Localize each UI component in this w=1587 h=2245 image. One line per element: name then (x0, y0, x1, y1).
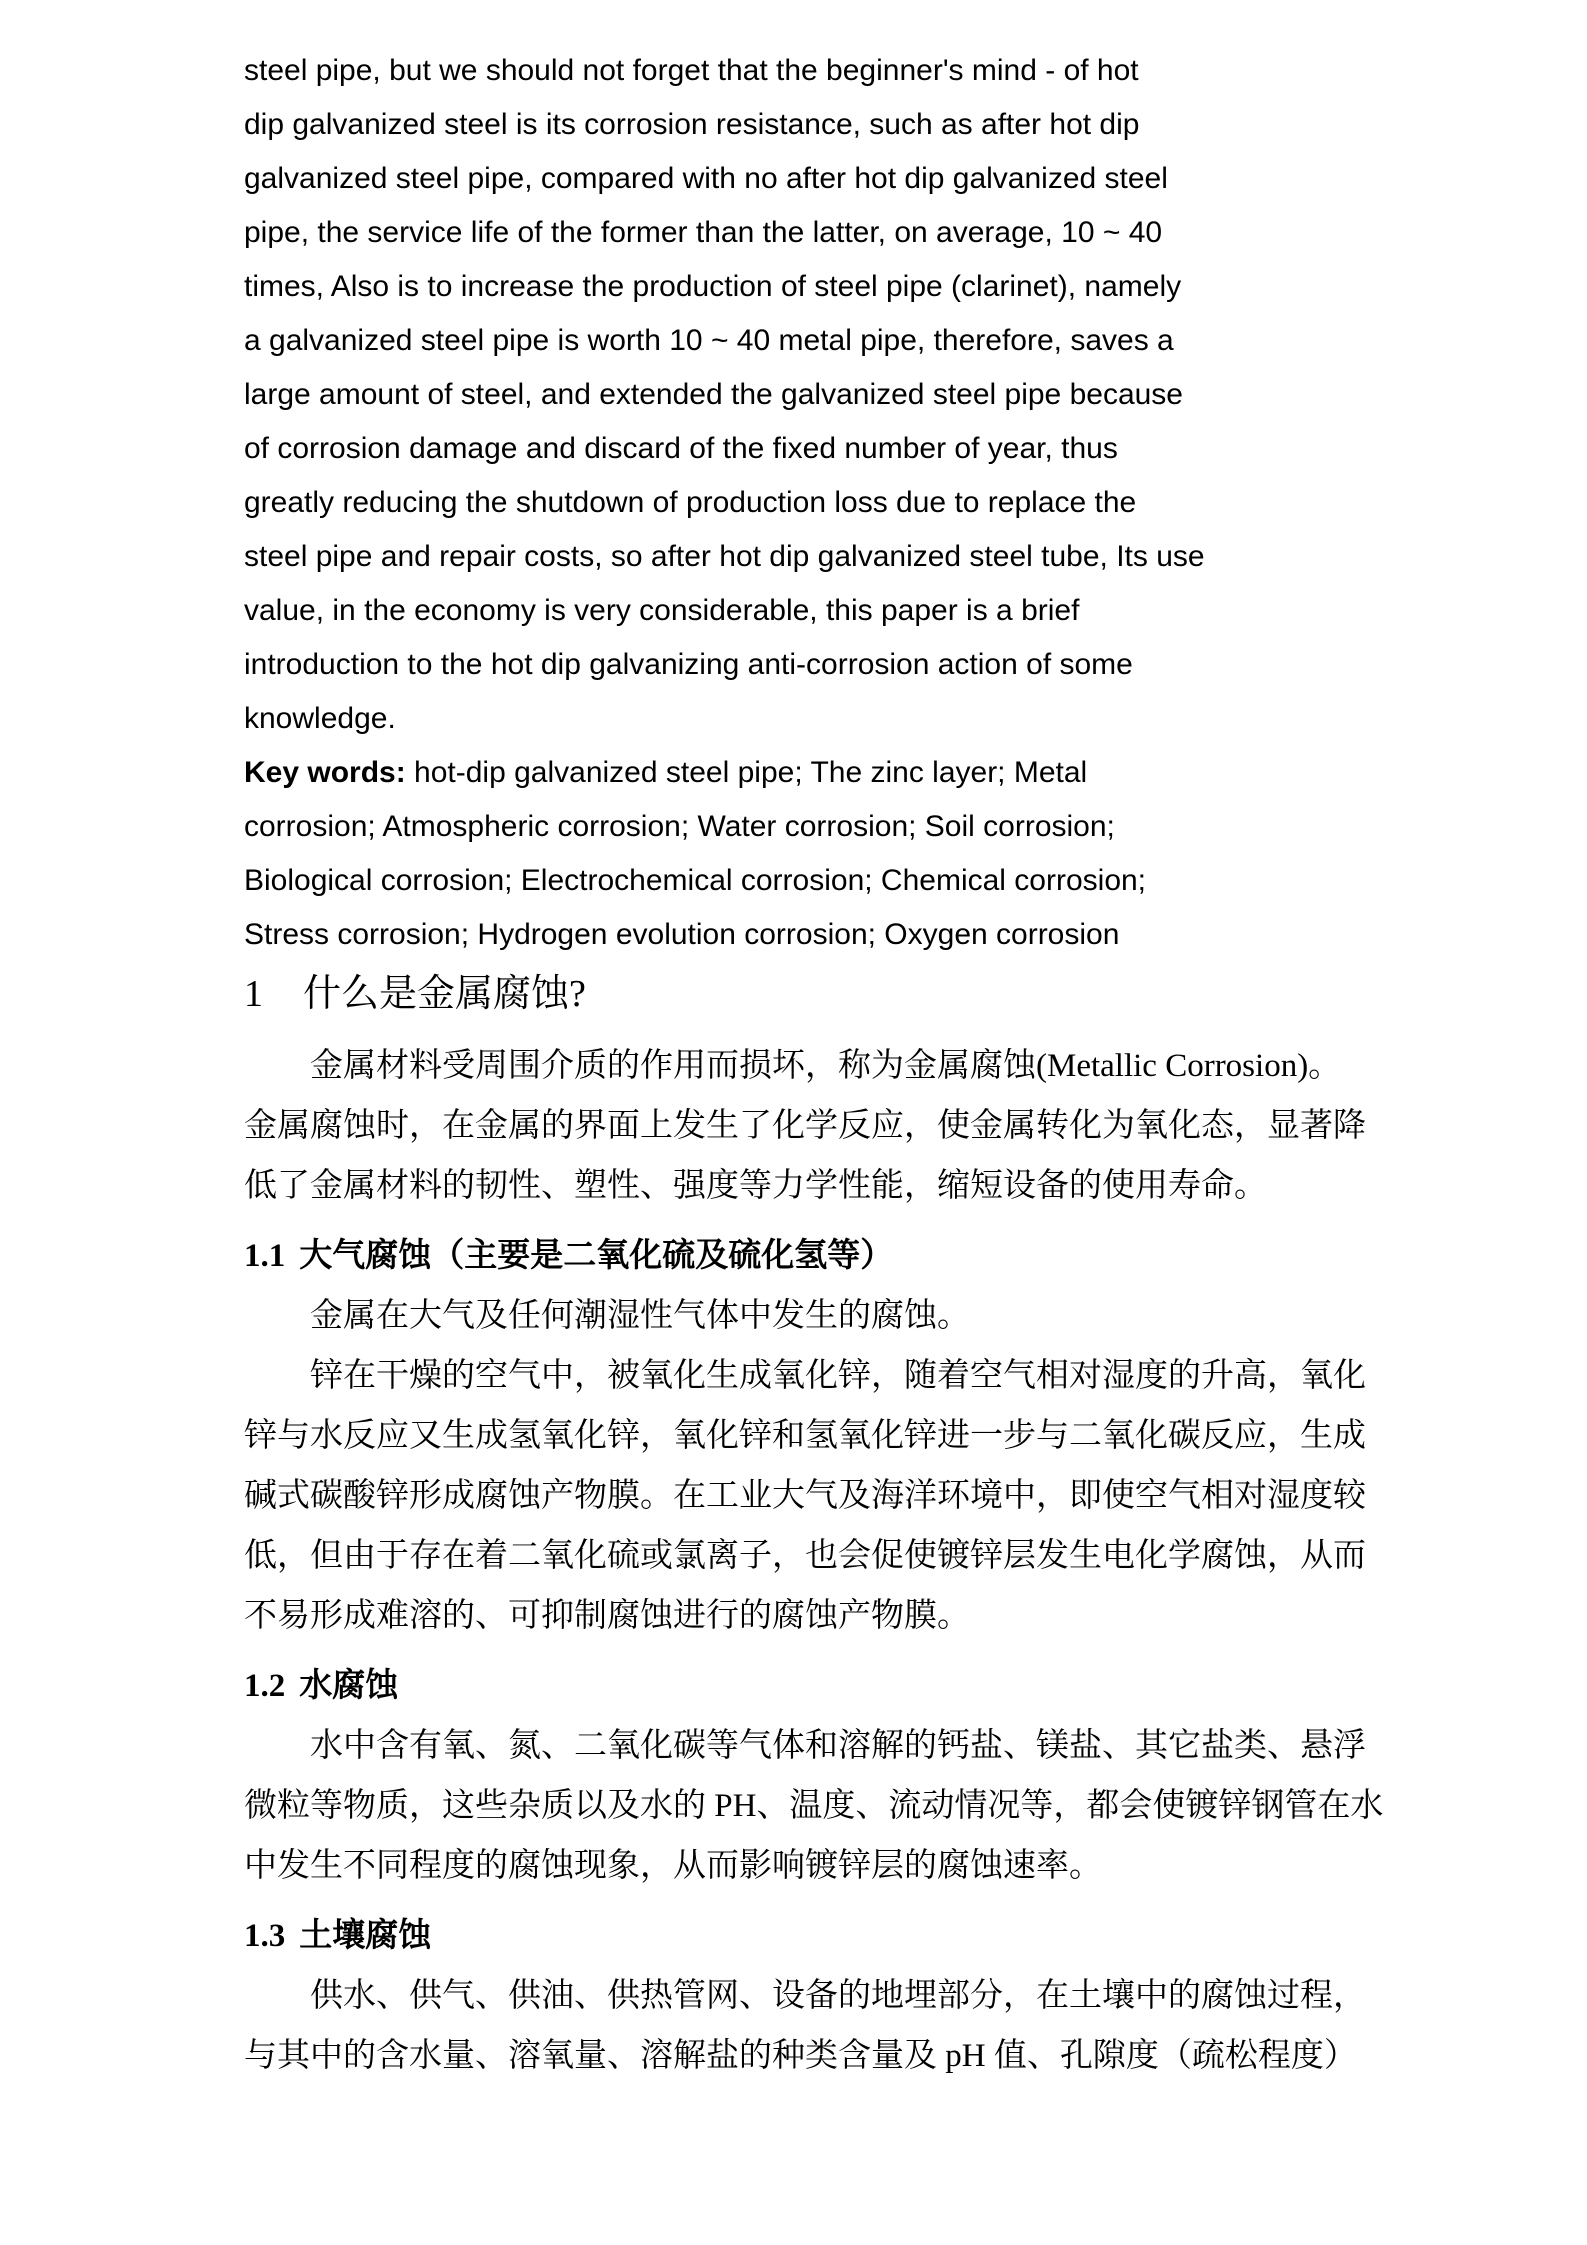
section-heading-1-2 (244, 1656, 1377, 1716)
keywords-first-line (244, 746, 1377, 800)
text-line: large amount of steel, and extended the galvanized steel pipe because (244, 378, 1183, 411)
keywords-rest-lines (244, 800, 1377, 962)
text-line: 中发生不同程度的腐蚀现象，从而影响镀锌层的腐蚀速率。 (244, 1848, 1102, 1884)
section-1-1-number: 1.1 (244, 1238, 286, 1274)
text-line: steel pipe, but we should not forget that the beginner's mind - of hot (244, 54, 1139, 87)
section-1-2-number: 1.2 (244, 1668, 286, 1704)
intro-paragraph (244, 1036, 1377, 1216)
text-line: Biological corrosion; Electrochemical corrosion; Chemical corrosion; (244, 864, 1147, 897)
text-line: 与其中的含水量、溶氧量、溶解盐的种类含量及 pH 值、孔隙度（疏松程度） (244, 2038, 1357, 2074)
text-line: 碱式碳酸锌形成腐蚀产物膜。在工业大气及海洋环境中，即使空气相对湿度较 (244, 1478, 1366, 1514)
text-line: greatly reducing the shutdown of production loss due to replace the (244, 486, 1137, 519)
text-line: 金属腐蚀时，在金属的界面上发生了化学反应，使金属转化为氧化态，显著降 (244, 1108, 1366, 1144)
section-1-3-number: 1.3 (244, 1918, 286, 1954)
text-line: 微粒等物质，这些杂质以及水的 PH、温度、流动情况等，都会使镀锌钢管在水 (244, 1788, 1384, 1824)
section-1-title: 什么是金属腐蚀? (303, 973, 586, 1015)
section-1-number: 1 (244, 973, 263, 1015)
text-line: 金属材料受周围介质的作用而损坏，称为金属腐蚀(Metallic Corrosion)。 (310, 1048, 1342, 1084)
section-heading-1-1 (244, 1226, 1377, 1286)
section-1-2-title: 水腐蚀 (299, 1668, 399, 1704)
text-line: value, in the economy is very considerable, this paper is a brief (244, 594, 1080, 627)
text-line: 锌在干燥的空气中，被氧化生成氧化锌，随着空气相对湿度的升高，氧化 (310, 1358, 1366, 1394)
text-line: galvanized steel pipe, compared with no after hot dip galvanized steel (244, 162, 1168, 195)
text-line: 不易形成难溶的、可抑制腐蚀进行的腐蚀产物膜。 (244, 1598, 970, 1634)
text-line: times, Also is to increase the production of steel pipe (clarinet), namely (244, 270, 1182, 303)
text-line: 低，但由于存在着二氧化硫或氯离子，也会促使镀锌层发生电化学腐蚀，从而 (244, 1538, 1366, 1574)
keywords-paragraph (244, 746, 1377, 962)
text-line: 锌与水反应又生成氢氧化锌，氧化锌和氢氧化锌进一步与二氧化碳反应，生成 (244, 1418, 1366, 1454)
section-1-3-paragraph-1 (244, 1966, 1377, 2086)
section-1-3-title: 土壤腐蚀 (299, 1918, 432, 1954)
section-1-1-paragraph-2 (244, 1346, 1377, 1646)
section-1-1-paragraph-1 (244, 1286, 1377, 1346)
text-line: 金属在大气及任何潮湿性气体中发生的腐蚀。 (310, 1298, 970, 1334)
text-line: a galvanized steel pipe is worth 10 ~ 40 metal pipe, therefore, saves a (244, 324, 1174, 357)
keywords-label: Key words: (244, 756, 406, 789)
text-line: steel pipe and repair costs, so after hot dip galvanized steel tube, Its use (244, 540, 1205, 573)
section-heading-1-3 (244, 1906, 1377, 1966)
section-1-2-paragraph-1 (244, 1716, 1384, 1896)
text-line: of corrosion damage and discard of the fixed number of year, thus (244, 432, 1118, 465)
section-heading-1 (244, 970, 1377, 1018)
text-line: dip galvanized steel is its corrosion resistance, such as after hot dip (244, 108, 1140, 141)
text-line: knowledge. (244, 702, 396, 735)
text-line: Stress corrosion; Hydrogen evolution corrosion; Oxygen corrosion (244, 918, 1120, 951)
text-line: 水中含有氧、氮、二氧化碳等气体和溶解的钙盐、镁盐、其它盐类、悬浮 (310, 1728, 1366, 1764)
keywords-first-line-rest: hot-dip galvanized steel pipe; The zinc layer; Metal (405, 756, 1088, 789)
text-line: 供水、供气、供油、供热管网、设备的地埋部分，在土壤中的腐蚀过程， (310, 1978, 1366, 2014)
text-line: introduction to the hot dip galvanizing anti-corrosion action of some (244, 648, 1133, 681)
text-line: pipe, the service life of the former than the latter, on average, 10 ~ 40 (244, 216, 1163, 249)
text-line: corrosion; Atmospheric corrosion; Water corrosion; Soil corrosion; (244, 810, 1115, 843)
abstract-paragraph (244, 44, 1377, 746)
section-1-1-title: 大气腐蚀（主要是二氧化硫及硫化氢等） (299, 1238, 894, 1274)
text-line: 低了金属材料的韧性、塑性、强度等力学性能，缩短设备的使用寿命。 (244, 1168, 1267, 1204)
